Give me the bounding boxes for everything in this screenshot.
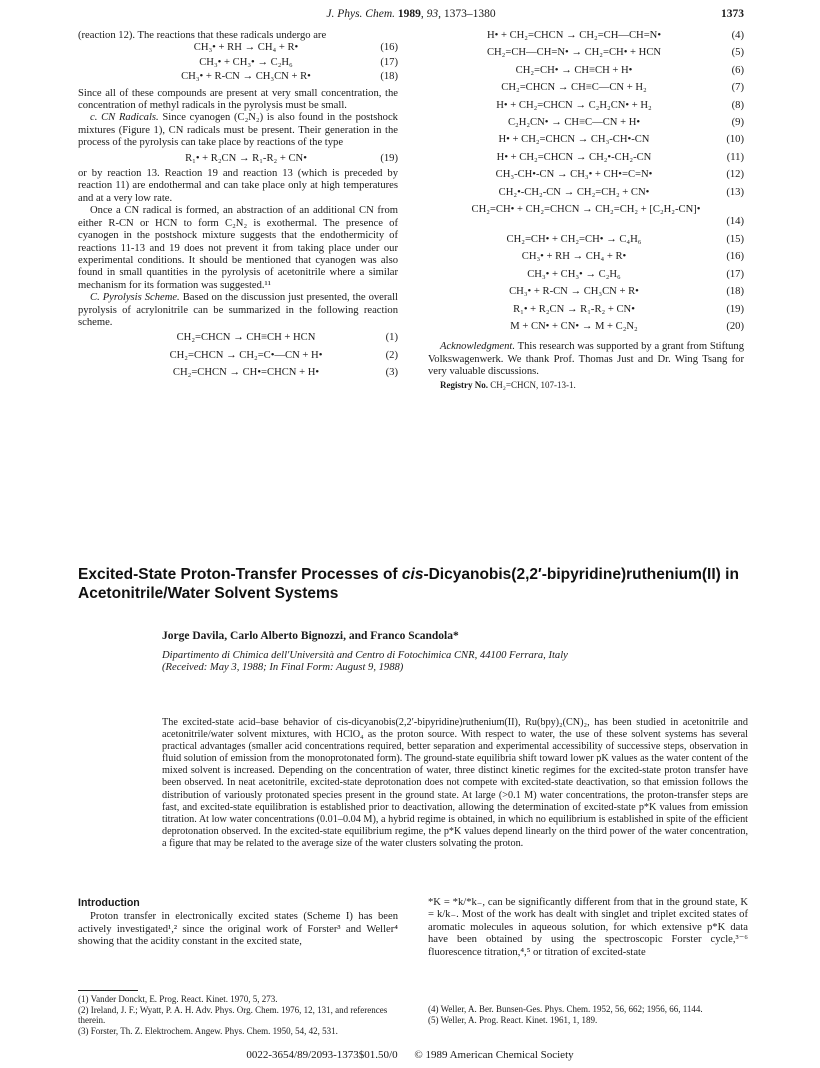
page-number: 1373: [721, 8, 744, 20]
equation-line: CH₃• + RH → CH₄ + R• (16): [521, 251, 744, 263]
equation-line: CH₃• + R-CN → CH₃CN + R• (18): [509, 286, 744, 298]
introduction-left: [78, 897, 398, 949]
footnotes-left: [78, 994, 398, 1036]
equation-group-b: [78, 332, 398, 379]
journal-pages: 1373–1380: [443, 8, 496, 20]
equation-line: CH₂•-CH₂-CN → CH₂=CH₂ + CN• (13): [498, 186, 744, 198]
equation-line: C₂H₂CN• → CH≡C—CN + H• (9): [507, 117, 744, 129]
footnote: (3) Forster, Th. Z. Elektrochem. Angew. Phys. Chem. 1950, 54, 42, 531.: [78, 1025, 338, 1036]
left-column: [78, 30, 398, 380]
pyrolysis-scheme-paragraph: C. Pyrolysis Scheme. Based on the discussion just presented, the overall pyrolysis of acrylonitrile can be summarized in the following reaction scheme.: [78, 292, 398, 328]
ack-heading: Acknowledgment.: [440, 341, 516, 353]
section-heading: C. Pyrolysis Scheme.: [90, 292, 180, 304]
affiliation: Dipartimento di Chimica dell'Università and Centro di Fotochimica CNR, 44100 Ferrara, Italy: [162, 650, 568, 661]
equation-line: H• + CH₂=CHCN → CH₂•-CH₂-CN (11): [496, 151, 744, 163]
equation-list: [428, 30, 744, 333]
equation-line: CH₂=CHCN → CH≡C—CN + H₂ (7): [501, 82, 744, 94]
page-footer: [0, 1049, 820, 1061]
equation-line: CH₂=CHCN → CH•=CHCN + H• (3): [172, 367, 398, 379]
body-paragraph: *K = *k/*k₋, can be significantly different from that in the ground state, K = k/k₋. Most of the work has dealt with singlet and triplet excited states of aromatic molecules in aqueous solution, for which extensive p*K data have been obtained by using the spectroscopic Forster cycle,³⁻⁶ fluorescence titration,⁴,⁵ or titration of excited-state: [428, 897, 748, 958]
journal-year: 1989: [397, 8, 421, 20]
methyl-paragraph: Since all of these compounds are present at very small concentration, the concentration of methyl radicals in the pyrolysis must be small.: [78, 87, 398, 112]
article-title: Excited-State Proton-Transfer Processes of cis-Dicyanobis(2,2′-bipyridine)ruthenium(II) in Acetonitrile/Water Solvent Systems: [78, 566, 739, 602]
equation-number: (14): [726, 216, 744, 228]
section-heading: Introduction: [78, 897, 140, 909]
journal-citation: J. Phys. Chem. 1989, 93, 1373–1380: [326, 8, 496, 20]
acknowledgment: Acknowledgment. This research was supported by a grant from Stiftung Volkswagenwerk. We thank Prof. Thomas Just and Dr. Wing Tsang for very valuable discussions.: [428, 341, 744, 378]
equation-line: CH₃-CH•-CN → CH₃• + CH•=C=N• (12): [495, 169, 744, 181]
equation-line: CH₃• + RH → CH₄ + R• (16): [193, 42, 398, 54]
cn-radicals-paragraph: c. CN Radicals. Since cyanogen (C₂N₂) is also found in the postshock mixtures (Figure 1), CN radicals must be present. Their generation in the process of the pyrolysis can take place by reactions of the type: [78, 112, 398, 149]
equation-line: R₁• + R₂CN → R₁-R₂ + CN• (19): [185, 152, 398, 164]
right-column: [428, 30, 744, 391]
equation-line: CH₂=CHCN → CH≡CH + HCN (1): [176, 332, 398, 344]
equation-line: CH₂=CH—CH=N• → CH₂=CH• + HCN (5): [486, 47, 744, 59]
registry-number: Registry No. CH₂=CHCN, 107-13-1.: [440, 379, 576, 390]
equation-line: CH₃• + CH₃• → C₂H₆ (17): [527, 268, 744, 280]
equation-line: CH₂=CH• + CH₂=CH• → C₄H₆ (15): [506, 233, 744, 245]
journal-name: J. Phys. Chem.: [326, 8, 396, 20]
article-code: 0022-3654/89/2093-1373$01.50/0: [246, 1049, 398, 1061]
equation-line: H• + CH₂=CHCN → CH₂=CH—CH=N• (4): [486, 30, 744, 41]
equation-line: CH₂=CHCN → CH₂=C•—CN + H• (2): [169, 349, 398, 361]
received-dates: (Received: May 3, 1988; In Final Form: August 9, 1988): [162, 662, 404, 674]
equation-group-a: [78, 42, 398, 83]
running-header: [78, 8, 744, 24]
equation-line: R₁• + R₂CN → R₁-R₂ + CN• (19): [513, 303, 744, 315]
footnote: (1) Vander Donckt, E. Prog. React. Kinet. 1970, 5, 273.: [78, 994, 278, 1004]
footnote: (4) Weller, A. Ber. Bunsen-Ges. Phys. Chem. 1952, 56, 662; 1956, 66, 1144.: [428, 1004, 703, 1014]
affiliation-block: [162, 650, 762, 675]
equation-line: H• + CH₂=CHCN → C₂H₂CN• + H₂ (8): [496, 99, 744, 111]
equation-line: CH₃• + CH₃• → C₂H₆ (17): [199, 56, 398, 68]
footnote: (2) Ireland, J. F.; Wyatt, P. A. H. Adv. Phys. Org. Chem. 1976, 12, 131, and references therein.: [78, 1004, 388, 1026]
equation-line: CH₂=CH• → CH≡CH + H• (6): [515, 64, 744, 76]
abstract: The excited-state acid–base behavior of cis-dicyanobis(2,2′-bipyridine)ruthenium(II), Ru(bpy)₂(CN)₂, has been studied in acetonitrile and acetonitrile/water solvent mixtures, with HClO₄ as the proton source. With respect to water, the use of these solvent systems has several practical advantages (smaller acid concentrations required, better separation and experimental accessibility of successive steps, observation in fluid solution of emission from the monoprotonated form). The ground-state equilibria shift toward lower pK values as the water content of the mixed solvent is increased. Depending on the concentration of water, three distinct kinetic regimes for the excited-state proton transfer have been observed. In neat acetonitrile, excited-state deprotonation does not compete with excited-state deactivation, so that emission follows the distribution of variously protonated species present in the ground state. At large (>0.1 M) water concentrations, the proton-transfer steps are fast, and excited-state equilibration is established prior to deactivation, allowing the determination of excited-state p*K values from emission titration. At low water concentrations (0.01–0.04 M), a hybrid regime is obtained, in which no equilibrium is established in spite of the efficient deprotonation observed. In the excited-state equilibrium regime, the p*K values depend linearly on the third power of the water concentration, a figure that may be related to the average size of the water clusters solvating the proton.: [162, 717, 748, 849]
reaction19-paragraph: or by reaction 13. Reaction 19 and reaction 13 (which is preceded by reaction 11) are endothermal and can take place only at high temperatures and at a very low rate.: [78, 168, 398, 204]
authors: Jorge Davila, Carlo Alberto Bignozzi, and Franco Scandola*: [162, 630, 459, 642]
equation-line: M + CN• + CN• → M + C₂N₂ (20): [510, 320, 744, 332]
body-paragraph: Proton transfer in electronically excited states (Scheme I) has been actively investigated¹,² since the original work of Forster³ and Weller⁴ showing that the acidity constant in the excited state,: [78, 911, 398, 948]
equation-line: CH₃• + R-CN → CH₃CN + R• (18): [181, 71, 398, 83]
continuation-text: (reaction 12). The reactions that these radicals undergo are: [78, 30, 327, 41]
registry-label: Registry No.: [440, 379, 488, 390]
section-heading: c. CN Radicals.: [90, 112, 159, 124]
footnotes-right: [428, 1004, 748, 1025]
copyright: © 1989 American Chemical Society: [414, 1049, 574, 1061]
footnote-divider: [78, 990, 138, 991]
footnote: (5) Weller, A. Prog. React. Kinet. 1961, 1, 189.: [428, 1014, 598, 1025]
introduction-right: [428, 897, 748, 959]
cn-formed-paragraph: Once a CN radical is formed, an abstraction of an additional CN from either R-CN or HCN to form C₂N₂ is exothermal. The presence of cyanogen in the postshock mixture suggests that the endothermicity of reactions 11-13 and 19 does not prevent it from taking place under our experimental conditions. It should be mentioned that cyanogen was also found in small quantities in the pyrolysis of acetonitrile where a similar mechanism for its formation was suggested.¹¹: [78, 205, 398, 291]
journal-volume: 93: [426, 8, 439, 20]
equation-line: CH₂=CH• + CH₂=CHCN → CH₂=CH₂ + [C₂H₂-CN]•: [471, 204, 701, 216]
equation-line: H• + CH₂=CHCN → CH₃-CH•-CN (10): [498, 134, 744, 146]
